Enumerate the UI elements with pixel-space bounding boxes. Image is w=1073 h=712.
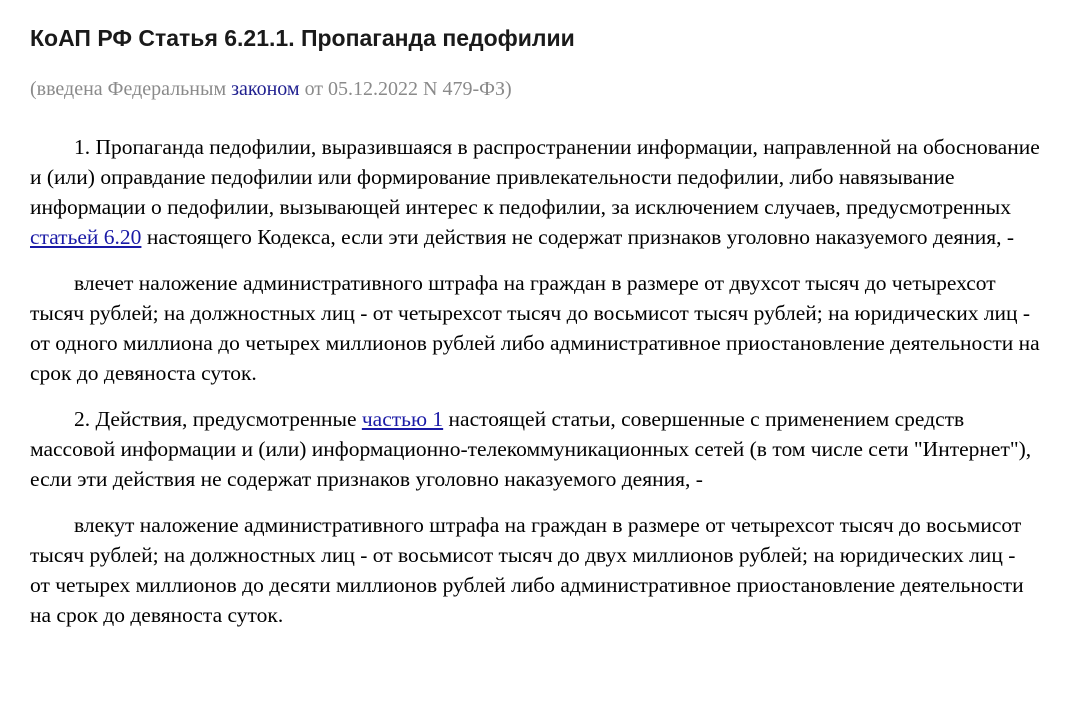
part-1-link[interactable]: частью 1 <box>361 407 444 431</box>
amendment-note-suffix: от 05.12.2022 N 479-ФЗ) <box>299 78 512 100</box>
article-page <box>30 22 1040 630</box>
amendment-note <box>30 74 1040 104</box>
paragraph-part-1 <box>30 132 1040 252</box>
amendment-note-prefix: (введена Федеральным <box>30 78 232 100</box>
paragraph-part-1-text-after: настоящего Кодекса, если эти действия не содержат признаков уголовно наказуемого деяния, - <box>141 225 1015 249</box>
article-6-20-link[interactable]: статьей 6.20 <box>30 225 142 249</box>
paragraph-part-2 <box>30 404 1040 494</box>
paragraph-part-1-text-before: 1. Пропаганда педофилии, выразившаяся в распространении информации, направленной на обоснование и (или) оправдание педофилии или формирование привлекательности педофилии, либо навязывание информации о педофилии, вызывающей интерес к педофилии, за исключением случаев, предусмотренных <box>30 135 1040 219</box>
paragraph-part-2-text-before: 2. Действия, предусмотренные <box>74 407 362 431</box>
paragraph-part-2-text-after: настоящей статьи, совершенные с применением средств массовой информации и (или) информационно-телекоммуникационных сетей (в том числе сети "Интернет"), если эти действия не содержат признаков уголовно наказуемого деяния, - <box>30 407 1032 491</box>
paragraph-penalty-1: влечет наложение административного штрафа на граждан в размере от двухсот тысяч до четырехсот тысяч рублей; на должностных лиц - от четырехсот тысяч до восьмисот тысяч рублей; на юридических лиц - от одного миллиона до четырех миллионов рублей либо административное приостановление деятельности на срок до девяноста суток. <box>30 271 1040 385</box>
article-title: КоАП РФ Статья 6.21.1. Пропаганда педофилии <box>30 25 575 51</box>
paragraph-penalty-2: влекут наложение административного штрафа на граждан в размере от четырехсот тысяч до восьмисот тысяч рублей; на должностных лиц - от восьмисот тысяч до двух миллионов рублей; на юридических лиц - от четырех миллионов до десяти миллионов рублей либо административное приостановление деятельности на срок до девяноста суток. <box>30 513 1024 627</box>
law-link[interactable]: законом <box>231 78 300 100</box>
